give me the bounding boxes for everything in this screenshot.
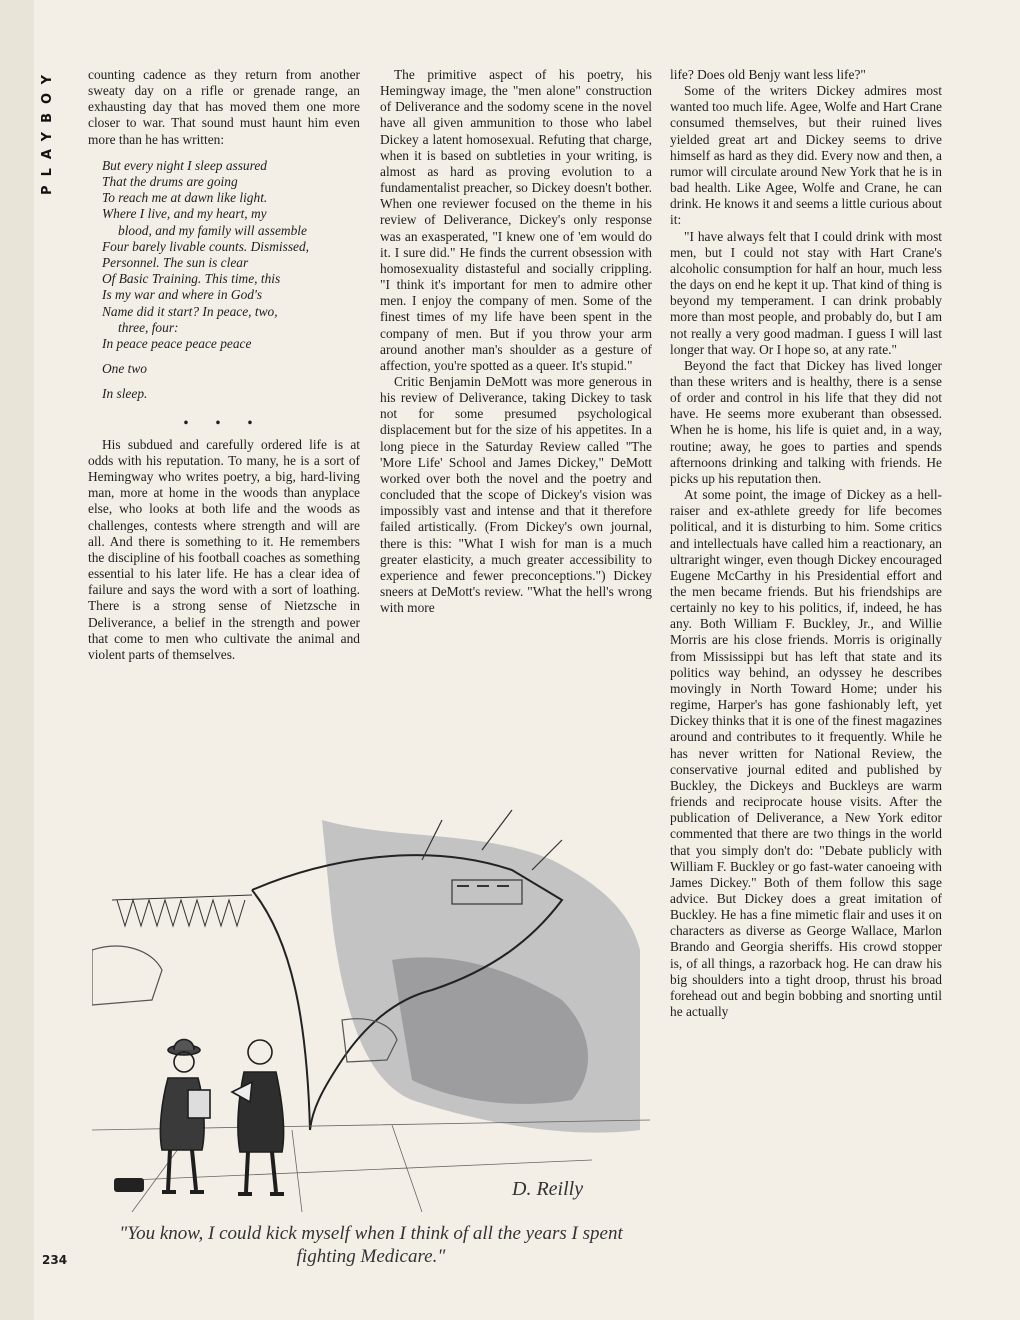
poem-line: Personnel. The sun is clear: [102, 255, 249, 270]
paragraph: Critic Benjamin DeMott was more generous in his review of Deliverance, taking Dickey to task not for some presumed psychological displacement but for the size of his appetites. In a long piece in the Saturday Review called "The 'More Life' School and James Dickey," DeMott worked over both the novel and the poetry and concluded that the scope of Dickey's vision was impossibly vast and intense and that it therefore failed artistically. (From Dickey's own journal, there is this: "What I wish for man is a much greater elasticity, a much greater accessibility to experience and fewer preconceptions.") Dickey sneers at DeMott's review. "What the hell's wrong with more: [380, 373, 652, 616]
column-2: [380, 67, 652, 616]
cartoon-caption: "You know, I could kick myself when I think of all the years I spent fighting Medicare.": [119, 1223, 623, 1267]
paragraph: Some of the writers Dickey admires most wanted too much life. Agee, Wolfe and Hart Crane consumed themselves, but their ruined lives yielded great art and Dickey seems to drive himself as hard as they did. Every now and then, a rumor will circulate around New York that he is in bad health. Like Agee, Wolfe and Crane, he can drink. He knows it and seems a little curious about it:: [670, 83, 942, 228]
paragraph: At some point, the image of Dickey as a hell-raiser and ex-athlete greedy for life becomes political, and it is disturbing to him. Some critics and intellectuals have called him a reactionary, an ultraright winger, even though Dickey encouraged Eugene McCarthy in his Presidential effort and the men became friends. But his friendships are certainly no key to his politics, if, indeed, he has any. Both William F. Buckley, Jr., and Willie Morris are his close friends. Morris is originally from Mississippi but has left that state and its politics way behind, an odyssey he describes movingly in North Toward Home; under his regime, Harper's has gone fashionably left, yet Dickey thinks that it is one of the finest magazines around and contributes to it frequently. While he has never written for National Review, the conservative journal edited and published by Buckley, the Dickeys and Buckleys are warm friends and reciprocate house visits. After the publication of Deliverance, a New York editor commented that there are two things in the world that you simply don't do: "Debate publicly with William F. Buckley or go fast-water canoeing with James Dickey." Both of them follow this sage advice. But Dickey does a great imitation of Buckley. He has a fine mimetic flair and uses it on characters as diverse as George Wallace, Marlon Brando and Georgia sheriffs. His crowd stopper is, of all things, a razorback hog. He can draw his big shoulders into a tight droop, thrust his broad forehead out and begin bobbing and snorting until he actually: [670, 487, 942, 1020]
poem-line: Where I live, and my heart, my: [102, 206, 267, 222]
masthead: PLAYBOY: [40, 66, 55, 195]
page-gutter: [0, 0, 34, 1320]
poem-excerpt: [102, 158, 360, 403]
column-1: [88, 67, 360, 663]
page-number: 234: [42, 1253, 68, 1267]
poem-line: three, four:: [118, 319, 179, 335]
poem-line: To reach me at dawn like light.: [102, 190, 268, 206]
cartoon-illustration: [92, 800, 650, 1212]
section-separator: • • •: [183, 414, 265, 430]
poem-line: But every night I sleep assured: [102, 157, 267, 173]
poem-line: That the drums are going: [102, 173, 238, 189]
paragraph: Beyond the fact that Dickey has lived longer than these writers and is healthy, there is a sense of order and control in his life that they did not have. He seems more exuberant than obsessed. When he is home, his life is quiet and, in a way, routine; away, he goes to parties and spends afternoons drinking and talking with friends. He picks up his reputation then.: [670, 357, 942, 486]
column-3: [670, 67, 942, 1020]
paragraph: life? Does old Benjy want less life?": [670, 67, 866, 82]
poem-line: Four barely livable counts. Dismissed,: [102, 238, 310, 254]
cartoonist-signature: D. Reilly: [512, 1178, 584, 1200]
poem-line: Is my war and where in God's: [102, 287, 263, 303]
paragraph: The primitive aspect of his poetry, his Hemingway image, the "men alone" construction of Deliverance and the sodomy scene in the novel have all given ammunition to those who label Dickey a latent homosexual. Refuting that charge, when it is based on subtleties in your writing, is almost as hard as proving evolution to a fundamentalist preacher, so Dickey doesn't bother. When one reviewer focused on the theme in his review of Deliverance, Dickey's only response was an exasperated, "I knew one of 'em would do it. I sure did." He finds the current obsession with homosexuality distasteful and socially crippling. "I think it's important for men to admire other men. I enjoy the company of men. Some of the finest times of my life have been spent in the company of men. But if you throw your arm around another man's shoulder as a gesture of affection, you're spotted as a queer. It's stupid.": [380, 67, 652, 373]
poem-line: blood, and my family will assemble: [118, 222, 307, 238]
poem-line: Of Basic Training. This time, this: [102, 271, 281, 287]
poem-line: Name did it start? In peace, two,: [102, 303, 278, 319]
paragraph: counting cadence as they return from another sweaty day on a rifle or grenade range, an exhausting day that has moved them one more closer to war. That sound must haunt him even more than he has written:: [88, 67, 360, 147]
poem-line: In peace peace peace peace: [102, 336, 252, 352]
paragraph: "I have always felt that I could drink with most men, but I could not stay with Hart Crane's alcoholic consumption for half an hour, much less the days on end he kept it up. That kind of thing is beyond my temperament. I can drink probably more than most people, and probably do, but I am not really a very good madman. I guess I will last longer that way. Or I hope so, at any rate.": [670, 228, 942, 357]
paragraph: His subdued and carefully ordered life is at odds with his reputation. To many, he is a sort of Hemingway who writes poetry, a big, hard-living man, more at home in the woods than anyplace else, who looks at both life and the woods as challenges, contests where strength and will are all. And there is something to it. He remembers the discipline of his football coaches as something essential to his later life. He has a clear idea of failure and says the word with a sort of loathing. There is a strong sense of Nietzsche in Deliverance, a belief in the strength and power that come to men who cultivate the animal and violent parts of themselves.: [88, 436, 360, 662]
poem-line: In sleep.: [102, 386, 148, 402]
poem-line: One two: [102, 361, 148, 377]
